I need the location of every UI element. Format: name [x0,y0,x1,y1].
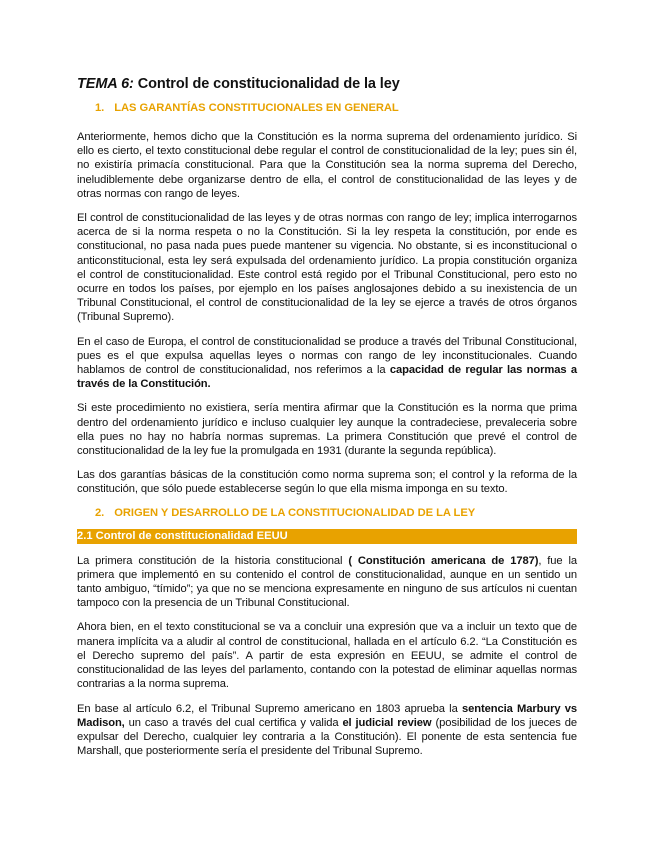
section-2-heading [95,507,577,519]
paragraph-3-bold: capacidad de regular las normas a través de la Constitución. [77,364,577,391]
paragraph-6 [77,554,577,611]
title-tema: TEMA 6: [77,76,134,92]
paragraph-8-bold-1: sentencia Marbury vs Madison, [77,702,577,729]
document-page [77,76,577,768]
section-1-number: 1. [95,102,105,114]
paragraph-4: Si este procedimiento no existiera, sería mentira afirmar que la Constitución es la norma que prima dentro del ordenamiento jurídico e incluso cualquier ley aunque la contradeciese, prevaleceria sobre ella pues no hay no habría normas supremas. La primera Constitución que prevé el control de constitucionalidad de la ley fue la promulgada en 1931 (durante la segunda república). [77,402,577,458]
paragraph-8-a: En base al artículo 6.2, el Tribunal Supremo americano en 1803 aprueba la [77,702,462,715]
paragraph-1: Anteriormente, hemos dicho que la Constitución es la norma suprema del ordenamiento jurídico. Si ello es cierto, el texto constitucional debe regular el control de constitucionalidad de la ley; pues sin él, no existiría primacía constitucional. Para que la Constitución sea la norma suprema del Derecho, ineludiblemente debe organizarse dentro de ella, el control de constitucionalidad de las leyes y de otras normas con rango de leyes. [77,131,577,200]
subsection-2-1-heading: 2.1 Control de constitucionalidad EEUU [77,529,577,544]
paragraph-2: El control de constitucionalidad de las leyes y de otras normas con rango de ley; implica interrogarnos acerca de si la norma respeta o no la Constitución. Si la ley respeta la constitución, por ende es constitucional, no pasa nada pues puede mantener su vigencia. No obstante, si es inconstitucional o anticonstitucional, esta ley será expulsada del ordenamiento jurídico. La propia constitución organiza el control de constitucionalidad. Este control está regido por el Tribunal Constitucional, pero esto no ocurre en todos los países, por ejemplo en los países anglosajones debido a su inexistencia de un Tribunal Constitucional, el control de constitucionalidad de la ley se ejerce a través de otros órganos (Tribunal Supremo). [77,212,577,324]
paragraph-8-c: (posibilidad de los jueces de expulsar del Derecho, cualquier ley contraria a la Constitución). El ponente de esta sentencia fue Marshall, que posteriormente sería el presidente del Tribunal Supremo. [77,716,577,758]
paragraph-6-bold: ( Constitución americana de 1787) [348,554,539,567]
page-title [77,76,577,92]
paragraph-3 [77,335,577,392]
section-2-title: ORIGEN Y DESARROLLO DE LA CONSTITUCIONALIDAD DE LA LEY [114,506,476,519]
paragraph-3-text: En el caso de Europa, el control de constitucionalidad se produce a través del Tribunal Constitucional, pues es el que expulsa aquellas leyes o normas con rango de ley inconstitucionales. Cuando hablamos de control de constitucionalidad, nos referimos a la [77,335,577,377]
title-text: Control de constitucionalidad de la ley [133,76,400,92]
paragraph-5: Las dos garantías básicas de la constitución como norma suprema son; el control y la reforma de la constitución, que sólo puede establecerse según lo que ella misma imponga en su texto. [77,469,577,496]
paragraph-8-b: un caso a través del cual certifica y valida [124,716,343,729]
section-1-title: LAS GARANTÍAS CONSTITUCIONALES EN GENERAL [114,102,399,114]
section-1-heading [95,102,577,114]
paragraph-6-a: La primera constitución de la historia constitucional [77,554,349,567]
paragraph-6-b: , fue la primera que implementó en su contenido el control de constitucionalidad, aunque en un sentido un tanto ambiguo, “tímido”; ya que no se menciona expresamente en ninguno de sus artículos ni cuentan tampoco con la presencia de un Tribunal Constitucional. [77,554,577,610]
paragraph-8-bold-2: el judicial review [342,716,432,729]
paragraph-8 [77,702,577,759]
paragraph-7: Ahora bien, en el texto constitucional se va a concluir una expresión que va a incluir un texto que de manera implícita va a aludir al control de constitucional, hallada en el artículo 6.2. “La Constitución es el Derecho supremo del país”. A partir de esta expresión en EEUU, se admite el control de constitucionalidad de las leyes del parlamento, contando con la potestad de eliminar aquellas normas contrarias a la norma suprema. [77,621,577,691]
section-2-number: 2. [95,506,105,519]
